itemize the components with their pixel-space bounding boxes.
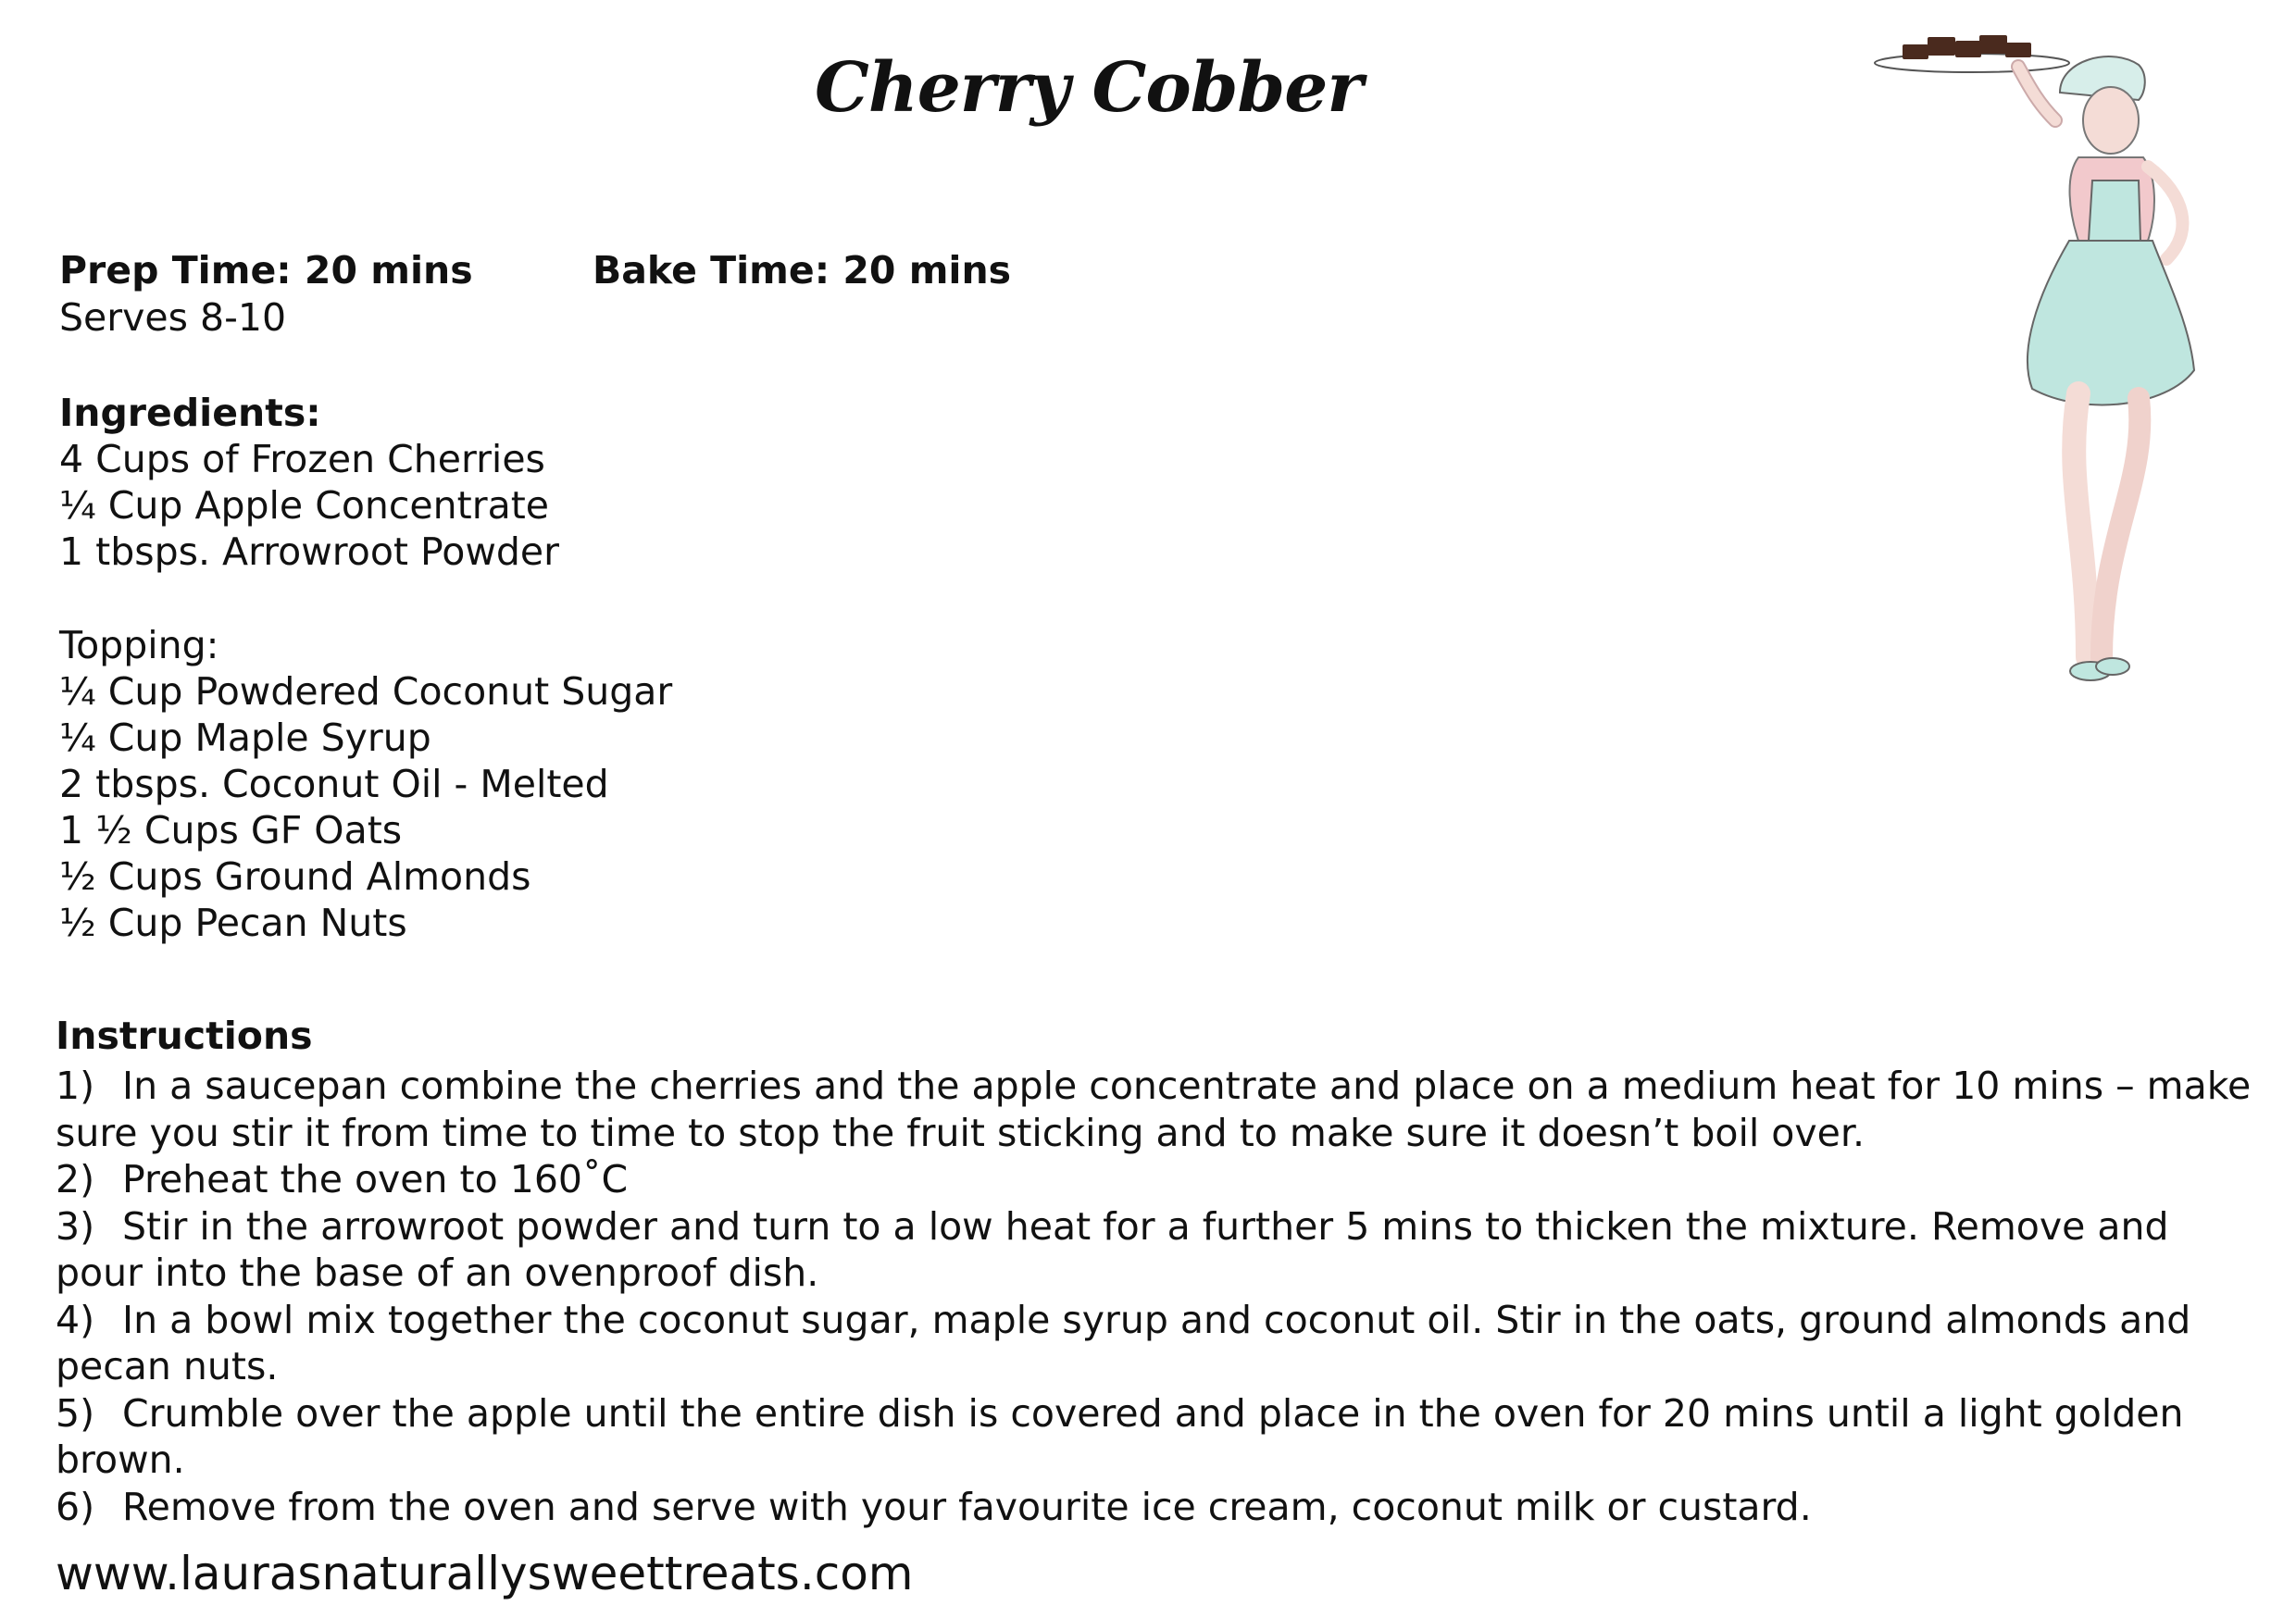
topping-item: 2 tbsps. Coconut Oil - Melted [59, 762, 609, 806]
topping-item: ½ Cup Pecan Nuts [59, 901, 407, 945]
step-text: Stir in the arrowroot powder and turn to a low heat for a further 5 mins to thicken the mixture. Remove and pour into the base of an ovenproof dish. [56, 1203, 2169, 1295]
topping-item: ½ Cups Ground Almonds [59, 854, 531, 899]
step-number: 1) [56, 1064, 95, 1108]
step-number: 2) [56, 1157, 95, 1201]
ingredients-heading: Ingredients: [59, 391, 321, 435]
step-text: Preheat the oven to 160˚C [122, 1157, 629, 1201]
instruction-step [56, 1390, 2259, 1484]
step-text: In a saucepan combine the cherries and the apple concentrate and place on a medium heat for 10 mins – make sure you stir it from time to time to stop the fruit sticking and to make sure it doesn’t boil over. [56, 1064, 2252, 1155]
step-number: 5) [56, 1390, 95, 1436]
recipe-title: Cherry Cobber [815, 48, 1363, 128]
topping-item: ¼ Cup Maple Syrup [59, 716, 431, 760]
step-text: Crumble over the apple until the entire dish is covered and place in the oven for 20 mins until a light golden brown. [56, 1390, 2184, 1482]
instruction-step [56, 1484, 2259, 1531]
brownies-icon [1903, 35, 2031, 59]
instruction-step [56, 1297, 2259, 1390]
step-number: 4) [56, 1297, 95, 1342]
ingredient-item: ¼ Cup Apple Concentrate [59, 483, 549, 528]
website-link[interactable]: www.laurasnaturallysweettreats.com [56, 1547, 914, 1600]
serves: Serves 8-10 [59, 295, 287, 340]
instructions-heading: Instructions [56, 1014, 313, 1058]
topping-item: ¼ Cup Powdered Coconut Sugar [59, 669, 673, 714]
step-number: 6) [56, 1484, 95, 1529]
instruction-step [56, 1063, 2259, 1156]
step-text: Remove from the oven and serve with your favourite ice cream, coconut milk or custard. [122, 1484, 1812, 1529]
instruction-step [56, 1156, 2259, 1203]
ingredient-item: 1 tbsps. Arrowroot Powder [59, 529, 560, 574]
prep-time: Prep Time: 20 mins [59, 248, 473, 292]
bake-time: Bake Time: 20 mins [593, 248, 1012, 292]
instructions-list [56, 1063, 2259, 1530]
topping-item: 1 ½ Cups GF Oats [59, 808, 403, 853]
pinup-waitress-illustration [1870, 19, 2259, 703]
topping-heading: Topping: [59, 623, 219, 667]
ingredient-item: 4 Cups of Frozen Cherries [59, 437, 545, 481]
step-number: 3) [56, 1203, 95, 1249]
step-text: In a bowl mix together the coconut sugar, maple syrup and coconut oil. Stir in the oats, ground almonds and pecan nuts. [56, 1297, 2191, 1388]
instruction-step [56, 1203, 2259, 1297]
